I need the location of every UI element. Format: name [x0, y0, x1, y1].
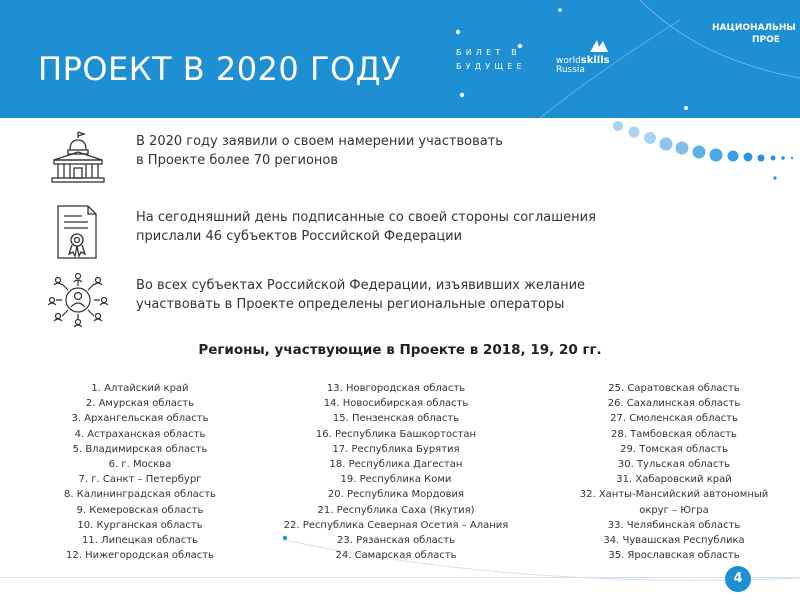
logo-nat-line2: ПРОЕ	[752, 35, 780, 45]
region-list-item: 9. Кемеровская область	[76, 504, 204, 516]
info-text-2	[136, 208, 636, 246]
regions-column-1	[30, 381, 250, 563]
region-list-item: 21. Республика Саха (Якутия)	[317, 504, 475, 516]
region-list-item: 8. Калининградская область	[64, 489, 216, 501]
logo-bilet-v-budushchee	[456, 46, 526, 74]
region-list-item: 7. г. Санкт – Петербург	[78, 474, 202, 486]
regions-title: Регионы, участвующие в Проекте в 2018, 19, 20 гг.	[198, 342, 602, 358]
region-list-item: 15. Пензенская область	[332, 413, 460, 425]
info-text-1-line2: в Проекте более 70 регионов	[136, 153, 339, 168]
region-list-item: 27. Смоленская область	[610, 413, 738, 425]
region-list-item: 2. Амурская область	[85, 398, 195, 410]
worldskills-bird-icon	[588, 38, 610, 56]
info-text-1-line1: В 2020 году заявили о своем намерении участвовать	[136, 134, 503, 149]
regions-column-3	[564, 381, 784, 563]
info-text-2-line1: На сегодняшний день подписанные со своей стороны соглашения	[136, 210, 596, 225]
header-banner	[0, 0, 800, 118]
logo-ws-world: world	[556, 56, 581, 66]
logo-worldskills	[556, 56, 610, 75]
logo-nat-line1: НАЦИОНАЛЬНЫ	[712, 23, 796, 33]
page-number-badge: 4	[725, 566, 751, 592]
region-list-item: 19. Республика Коми	[340, 474, 452, 486]
region-list-item: округ – Югра	[639, 504, 709, 516]
region-list-item: 3. Архангельская область	[71, 413, 209, 425]
region-list-item: 4. Астраханская область	[74, 428, 206, 440]
logo-bilet-line1: БИЛЕТ В	[456, 48, 521, 57]
region-list-item: 29. Томская область	[620, 443, 728, 455]
info-text-3-line1: Во всех субъектах Российской Федерации, изъявивших желание	[136, 278, 586, 293]
region-list-item: 5. Владимирская область	[72, 443, 208, 455]
page-title: ПРОЕКТ В 2020 ГОДУ	[38, 50, 402, 88]
region-list-item: 24. Самарская область	[335, 550, 457, 562]
logo-ws-russia: Russia	[556, 65, 585, 75]
regions-column-2	[276, 381, 516, 563]
region-list-item: 30. Тульская область	[617, 459, 731, 471]
region-list-item: 34. Чувашская Республика	[603, 535, 745, 547]
region-list-item: 22. Республика Северная Осетия – Алания	[283, 519, 509, 531]
region-list-item: 23. Рязанская область	[337, 535, 455, 547]
region-list-item: 16. Республика Башкортостан	[315, 428, 477, 440]
footer-divider	[0, 577, 800, 578]
region-list-item: 14. Новосибирская область	[323, 398, 469, 410]
region-list-item: 28. Тамбовская область	[611, 428, 737, 440]
logo-bilet-line2: БУДУЩЕЕ	[456, 62, 526, 71]
info-text-1	[136, 132, 636, 170]
region-list-item: 13. Новгородская область	[326, 383, 466, 394]
region-list-item: 25. Саратовская область	[608, 383, 740, 394]
region-list-item: 18. Республика Дагестан	[329, 459, 463, 471]
region-list-item: 10. Курганская область	[77, 519, 203, 531]
certificate-document-icon	[48, 204, 108, 260]
region-list-item: 17. Республика Бурятия	[332, 443, 460, 455]
region-list-item: 12. Нижегородская область	[66, 550, 214, 562]
logo-national-project	[712, 22, 796, 46]
region-list-item: 6. г. Москва	[108, 459, 172, 471]
region-list-item: 20. Республика Мордовия	[327, 489, 465, 501]
info-text-2-line2: прислали 46 субъектов Российской Федерации	[136, 229, 463, 244]
region-list-item: 33. Челябинская область	[607, 519, 741, 531]
logo-ws-skills: skills	[580, 55, 610, 66]
region-list-item: 11. Липецкая область	[82, 535, 198, 547]
region-list-item: 32. Ханты-Мансийский автономный	[579, 489, 769, 501]
region-list-item: 35. Ярославская область	[608, 550, 740, 562]
info-text-3	[136, 276, 636, 314]
government-building-icon	[48, 128, 108, 184]
info-text-3-line2: участвовать в Проекте определены региональные операторы	[136, 297, 565, 312]
region-list-item: 1. Алтайский край	[91, 383, 189, 394]
region-list-item: 26. Сахалинская область	[607, 398, 741, 410]
network-people-icon	[48, 272, 108, 328]
region-list-item: 31. Хабаровский край	[616, 474, 732, 486]
